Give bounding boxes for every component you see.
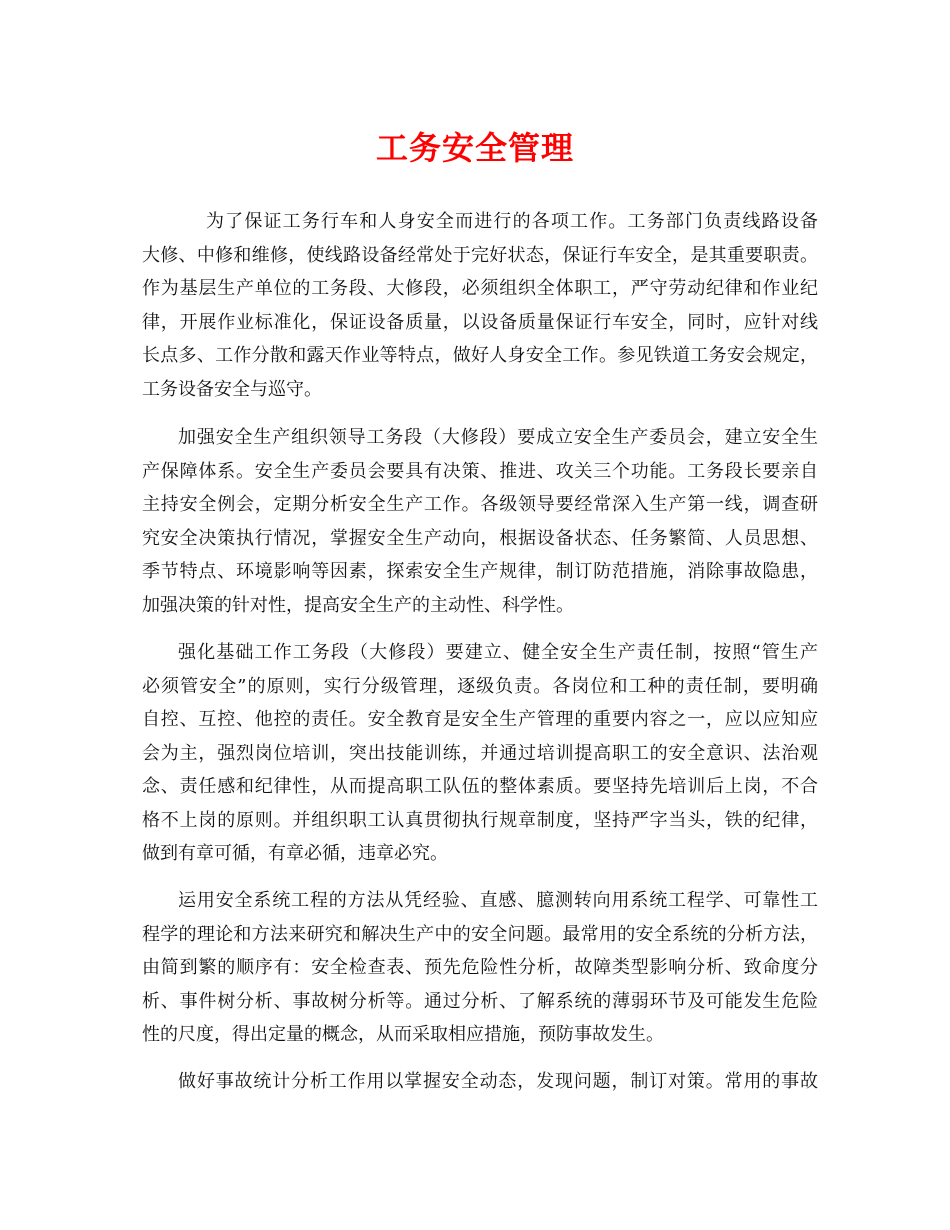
text-line: 运用安全系统工程的方法从凭经验、直感、臆测转向用系统工程学、可靠性工 (178, 890, 818, 911)
text-line: 程学的理论和方法来研究和解决生产中的安全问题。最常用的安全系统的分析方法， (142, 923, 818, 945)
text-line: 加强决策的针对性，提高安全生产的主动性、科学性。 (142, 594, 574, 616)
text-line: 长点多、工作分散和露天作业等特点，做好人身安全工作。参见铁道工务安会规定， (142, 345, 818, 366)
text-line: 作为基层生产单位的工务段、大修段，必须组织全体职工，严守劳动纪律和作业纪 (142, 278, 818, 299)
text-line: 究安全决策执行情况，掌握安全生产动向，根据设备状态、任务繁简、人员思想、 (142, 527, 818, 549)
text-line: 念、责任感和纪律性，从而提高职工队伍的整体素质。要坚持先培训后上岗，不合 (142, 776, 818, 797)
text-line: 强化基础工作工务段（大修段）要建立、健全安全生产责任制，按照“管生产 (178, 642, 818, 663)
paragraph (142, 884, 818, 1052)
paragraph (142, 1065, 818, 1099)
document-title: 工务安全管理 (375, 129, 574, 167)
text-line: 格不上岗的原则。并组织职工认真贯彻执行规章制度，坚持严字当头，铁的纪律， (142, 809, 818, 831)
text-line: 由简到繁的顺序有：安全检查表、预先危险性分析，故障类型影响分析、致命度分 (142, 957, 818, 978)
paragraph (142, 636, 818, 871)
text-line: 做好事故统计分析工作用以掌握安全动态，发现问题，制订对策。常用的事故 (178, 1071, 818, 1092)
text-line: 主持安全例会，定期分析安全生产工作。各级领导要经常深入生产第一线，调查研 (142, 494, 818, 515)
text-line: 产保障体系。安全生产委员会要具有决策、推进、攻关三个功能。工务段长要亲自 (142, 460, 818, 482)
text-line: 会为主，强烈岗位培训，突出技能训练，并通过培训提高职工的安全意识、法治观 (142, 742, 818, 764)
text-line: 律，开展作业标准化，保证设备质量，以设备质量保证行车安全，同时，应针对线 (142, 311, 818, 333)
text-line: 季节特点、环境影响等因素，探索安全生产规律，制订防范措施，消除事故隐患， (142, 561, 818, 582)
text-line: 自控、互控、他控的责任。安全教育是安全生产管理的重要内容之一，应以应知应 (142, 709, 818, 730)
text-line: 必须管安全”的原则，实行分级管理，逐级负责。各岗位和工种的责任制，要明确 (142, 675, 818, 697)
paragraph (142, 205, 818, 406)
text-line: 为了保证工务行车和人身安全而进行的各项工作。工务部门负责线路设备 (206, 211, 818, 232)
text-line: 性的尺度，得出定量的概念，从而采取相应措施，预防事故发生。 (142, 1024, 664, 1045)
text-line: 工务设备安全与巡守。 (142, 378, 322, 400)
text-line: 大修、中修和维修，使线路设备经常处于完好状态，保证行车安全，是其重要职责。 (142, 244, 818, 266)
paragraph (142, 421, 818, 622)
text-line: 析、事件树分析、事故树分析等。通过分析、了解系统的薄弱环节及可能发生危险 (142, 990, 818, 1012)
text-line: 加强安全生产组织领导工务段（大修段）要成立安全生产委员会，建立安全生 (178, 427, 818, 448)
text-line: 做到有章可循，有章必循，违章必究。 (142, 843, 448, 864)
